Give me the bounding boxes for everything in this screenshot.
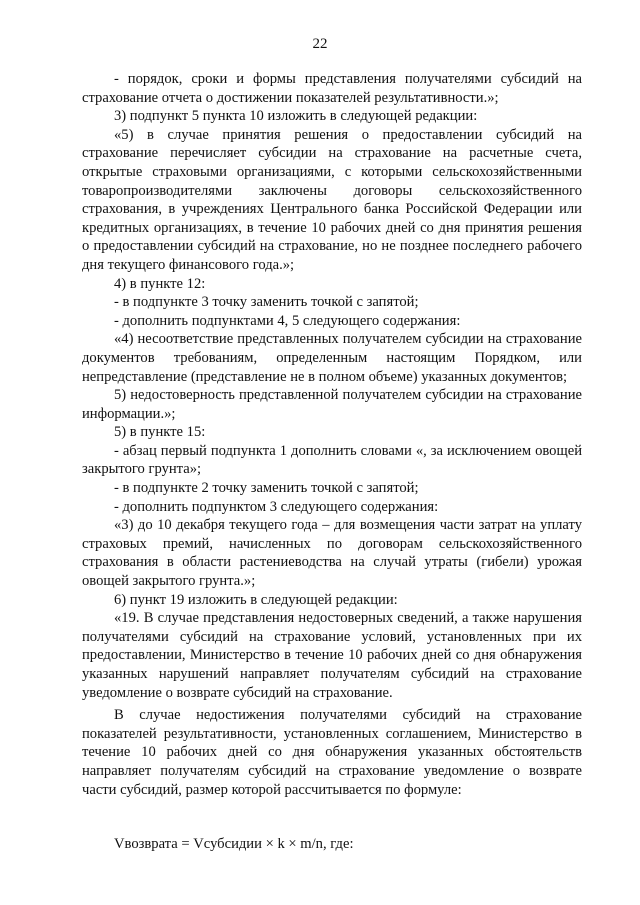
paragraph-8: 5) недостоверность представленной получателем субсидии на страхование информации.»; (82, 387, 582, 422)
paragraph-2: 3) подпункт 5 пункта 10 изложить в следующей редакции: (114, 108, 478, 125)
paragraph-3: «5) в случае принятия решения о предоставлении субсидий на страхование перечисляет субсидии на страхование на расчетные счета, открытые страховыми организациями, с которыми сельскохозяйственными товаропроизводителями заключены договоры сельскохозяйственного страхования, в учреждениях Центрального банка Российской Федерации или кредитных организациях, в течение 10 рабочих дней со дня принятия решения о предоставлении субсидий на страхование, но не позднее последнего рабочего дня текущего финансового года.»; (82, 126, 582, 273)
paragraph-13: «3) до 10 декабря текущего года – для возмещения части затрат на уплату страховых премий, начисленных по договорам сельскохозяйственного страхования в области растениеводства на случай утраты (гибели) урожая овощей закрытого грунта.»; (82, 517, 582, 590)
paragraph-7: «4) несоответствие представленных получателем субсидии на страхование документов требованиям, определенным настоящим Порядком, или непредставление (представление не в полном объеме) указанных документов; (82, 331, 582, 385)
paragraph-1: - порядок, сроки и формы представления получателями субсидий на страхование отчета о достижении показателей результативности.»; (82, 71, 582, 106)
paragraph-6: - дополнить подпунктами 4, 5 следующего содержания: (114, 312, 461, 329)
paragraph-4: 4) в пункте 12: (114, 275, 206, 292)
paragraph-5: - в подпункте 3 точку заменить точкой с запятой; (114, 294, 419, 311)
paragraph-10: - абзац первый подпункта 1 дополнить словами «, за исключением овощей закрытого грунта»; (82, 442, 582, 478)
paragraph-15: «19. В случае представления недостоверных сведений, а также нарушения получателями субсидий на страхование условий, установленных при их предоставлении, Министерство в течение 10 рабочих дней со дня обнаружения указанных нарушений направляет получателям субсидий на страхование уведомление о возврате субсидий на страхование. (82, 610, 582, 701)
page-number: 22 (312, 36, 328, 52)
paragraph-16: В случае недостижения получателями субсидий на страхование показателей результативности, установленных соглашением, Министерство в течение 10 рабочих дней со дня обнаружения указанных обстоятельств направляет получателям субсидий на страхование уведомление о возврате части субсидий, размер которой рассчитывается по формуле: (82, 707, 582, 798)
paragraph-12: - дополнить подпунктом 3 следующего содержания: (114, 498, 439, 515)
paragraph-11: - в подпункте 2 точку заменить точкой с запятой; (114, 480, 419, 497)
formula: Vвозврата = Vсубсидии × k × m/n, где: (114, 836, 354, 853)
document-body (82, 70, 582, 854)
paragraph-9: 5) в пункте 15: (114, 424, 206, 441)
paragraph-14: 6) пункт 19 изложить в следующей редакции: (114, 591, 398, 608)
